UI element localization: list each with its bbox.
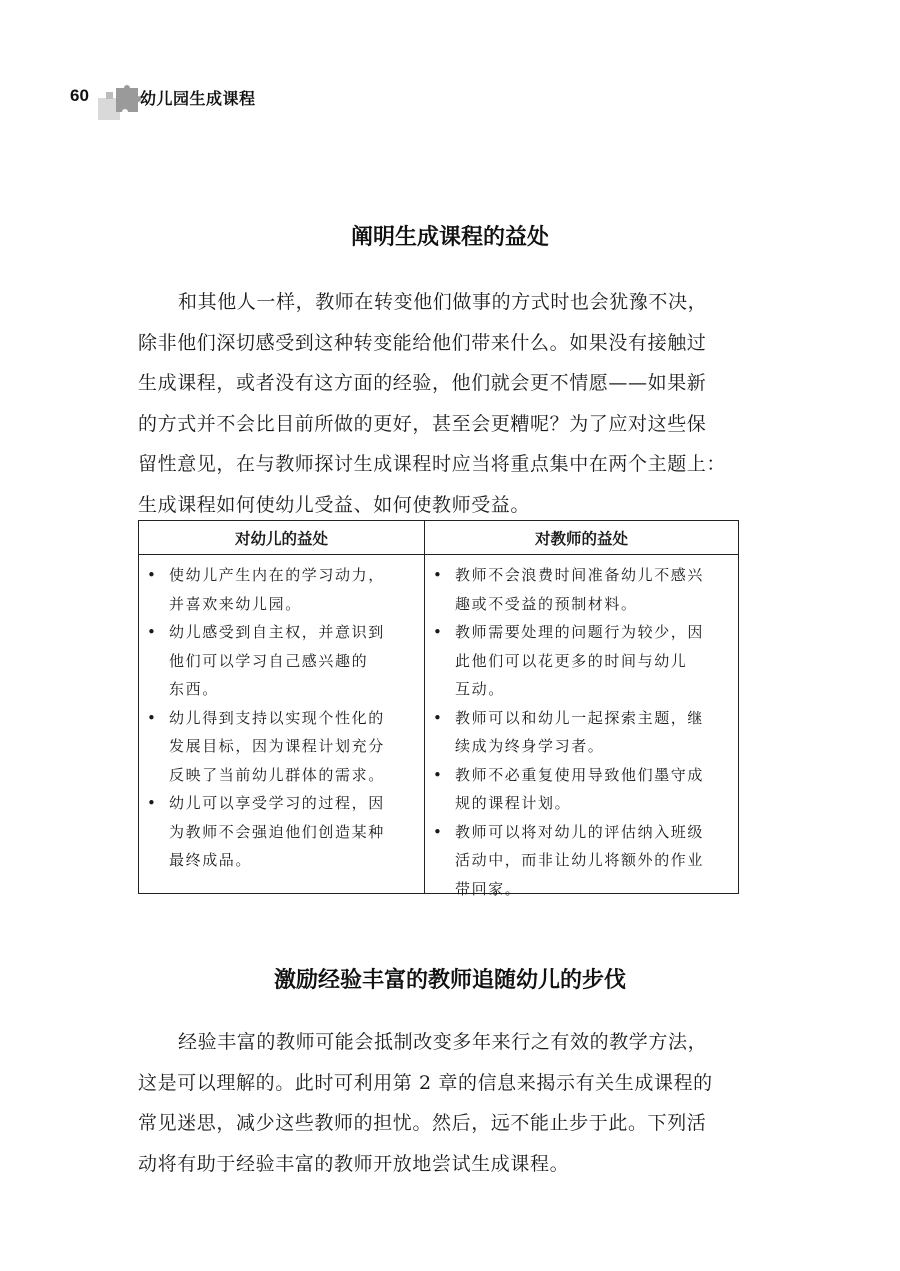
bullet-icon: • — [433, 566, 444, 584]
list-item-line: 幼儿得到支持以实现个性化的 — [169, 708, 385, 727]
list-item-line: 幼儿感受到自主权，并意识到 — [169, 623, 385, 641]
list-item-line: 教师可以和幼儿一起探索主题，继 — [455, 708, 705, 727]
paragraph-line: 经验丰富的教师可能会抵制改变多年来行之有效的教学方法， — [178, 1031, 708, 1053]
bullet-icon: • — [433, 822, 444, 841]
list-item-line: 并喜欢来幼儿园。 — [169, 594, 302, 613]
table-header-divider — [139, 554, 738, 555]
list-item-line: 使幼儿产生内在的学习动力， — [169, 566, 385, 584]
children-benefits-list — [147, 561, 419, 875]
paragraph-line: 留性意见，在与教师探讨生成课程时应当将重点集中在两个主题上： — [138, 453, 727, 475]
list-item — [433, 704, 733, 761]
list-item — [147, 789, 419, 875]
bullet-icon: • — [147, 794, 158, 812]
list-item-line: 活动中，而非让幼儿将额外的作业 — [455, 851, 705, 869]
list-item — [433, 761, 733, 818]
list-item-line: 教师不必重复使用导致他们墨守成 — [455, 765, 705, 784]
bullet-icon: • — [433, 708, 444, 727]
bullet-icon: • — [147, 623, 158, 641]
bullet-icon: • — [433, 623, 444, 641]
paragraph-line: 常见迷思，减少这些教师的担忧。然后，远不能止步于此。下列活 — [138, 1112, 707, 1134]
benefits-paragraph — [138, 282, 748, 525]
list-item-line: 教师可以将对幼儿的评估纳入班级 — [455, 822, 705, 841]
list-item-line: 此他们可以花更多的时间与幼儿 — [455, 651, 688, 670]
list-item — [147, 704, 419, 790]
section-title-benefits: 阐明生成课程的益处 — [350, 225, 549, 250]
bullet-icon: • — [433, 765, 444, 784]
list-item-line: 幼儿可以享受学习的过程，因 — [169, 794, 385, 812]
paragraph-line: 除非他们深切感受到这种转变能给他们带来什么。如果没有接触过 — [138, 331, 707, 354]
list-item-line: 互动。 — [455, 680, 505, 698]
teacher-benefits-list — [433, 561, 733, 903]
list-item — [433, 818, 733, 904]
paragraph-line: 和其他人一样，教师在转变他们做事的方式时也会犹豫不决， — [178, 291, 708, 313]
list-item-line: 带回家。 — [455, 879, 522, 898]
experienced-teachers-paragraph — [138, 1022, 748, 1184]
list-item-line: 为教师不会强迫他们创造某种 — [169, 822, 385, 841]
list-item-line: 反映了当前幼儿群体的需求。 — [169, 765, 385, 784]
bullet-icon: • — [147, 708, 158, 727]
list-item-line: 趣或不受益的预制材料。 — [455, 594, 638, 613]
list-item — [147, 561, 419, 618]
book-title: 幼儿园生成课程 — [140, 89, 256, 108]
list-item — [433, 561, 733, 618]
list-item — [147, 618, 419, 704]
paragraph-line: 动将有助于经验丰富的教师开放地尝试生成课程。 — [138, 1152, 570, 1175]
table-header-children: 对幼儿的益处 — [234, 530, 328, 548]
bullet-icon: • — [147, 566, 158, 584]
table-column-divider — [424, 521, 425, 893]
list-item — [433, 618, 733, 704]
paragraph-line: 生成课程，或者没有这方面的经验，他们就会更不情愿——如果新 — [138, 372, 707, 394]
table-header-teachers: 对教师的益处 — [534, 530, 628, 548]
paragraph-line: 的方式并不会比目前所做的更好，甚至会更糟呢？为了应对这些保 — [138, 412, 707, 435]
list-item-line: 最终成品。 — [169, 851, 253, 869]
paragraph-line: 生成课程如何使幼儿受益、如何使教师受益。 — [138, 493, 531, 516]
page-number: 60 — [70, 86, 89, 105]
benefits-table — [138, 520, 739, 898]
list-item-line: 教师需要处理的问题行为较少，因 — [455, 623, 705, 641]
list-item-line: 他们可以学习自己感兴趣的 — [169, 651, 369, 670]
list-item-line: 发展目标，因为课程计划充分 — [169, 737, 385, 755]
list-item-line: 规的课程计划。 — [455, 794, 572, 812]
page-header — [70, 82, 470, 122]
list-item-line: 东西。 — [169, 680, 219, 698]
paragraph-line: 这是可以理解的。此时可利用第 2 章的信息来揭示有关生成课程的 — [138, 1071, 713, 1094]
section-title-experienced-teachers: 激励经验丰富的教师追随幼儿的步伐 — [273, 968, 626, 993]
list-item-line: 教师不会浪费时间准备幼儿不感兴 — [455, 566, 705, 584]
list-item-line: 续成为终身学习者。 — [455, 737, 605, 755]
